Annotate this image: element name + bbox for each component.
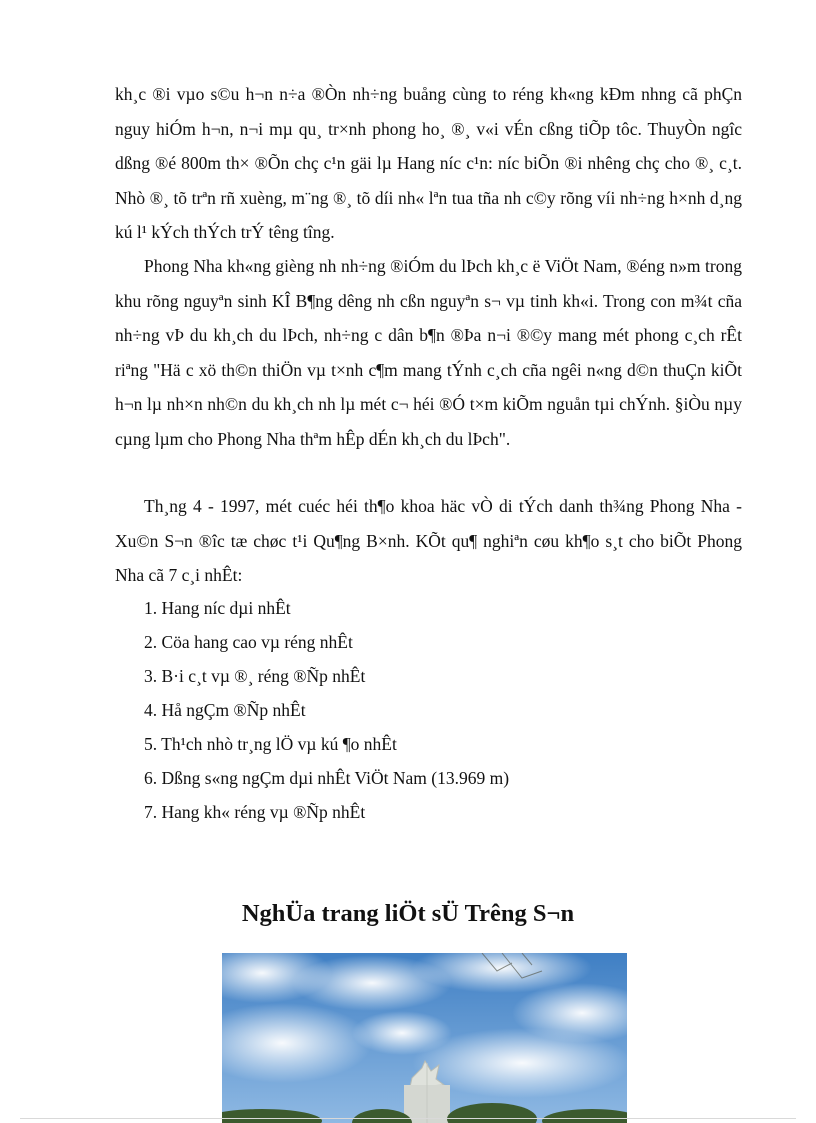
list-item: 5. Th¹ch nhò tr¸ng lÖ vµ kú ¶o nhÊt xyxy=(144,734,397,754)
list-item: 3. B·i c¸t vµ ®¸ réng ®Ñp nhÊt xyxy=(144,666,366,686)
paragraph-scientific-workshop: Th¸ng 4 - 1997, mét cuéc héi th¶o khoa häc vÒ di tÝch danh th¾ng Phong Nha - Xu©n S¬n ®îc tæ chøc t¹i Qu¶ng B×nh. KÕt qu¶ nghiªn cøu kh¶o s¸t cho biÕt Phong Nha cã 7 c¸i nhÊt: xyxy=(115,496,742,585)
section-heading: NghÜa trang liÖt sÜ Trêng S¬n xyxy=(241,900,575,927)
memorial-photo xyxy=(222,953,627,1123)
paragraph-phong-nha-tourism: Phong Nha kh«ng gièng nh nh÷ng ®iÓm du lÞch kh¸c ë ViÖt Nam, ®éng n»m trong khu rõng nguyªn sinh KÎ B¶ng dêng nh cßn nguyªn s¬ vµ tinh kh«i. Trong con m¾t cña nh÷ng vÞ du kh¸ch du lÞch, nh÷ng c dân b¶n ®Þa n¬i ®©y mang mét phong c¸ch rÊt riªng "Hä c xö th©n thiÖn vµ t×nh c¶m mang tÝnh c¸ch cña ngêi n«ng d©n thuÇn kiÕt h¬n lµ nh×n nh©n du kh¸ch nh lµ mét c¬ héi ®Ó t×m kiÕm nguån tµi chÝnh. §iÒu nµy cµng lµm cho Phong Nha thªm hÊp dÉn kh¸ch du lÞch". xyxy=(115,256,742,449)
page-bottom-divider xyxy=(20,1118,796,1119)
list-item: 4. Hå ngÇm ®Ñp nhÊt xyxy=(144,700,306,720)
list-item: 1. Hang níc dµi nhÊt xyxy=(144,598,291,618)
paragraph-cave-description: kh¸c ®i vµo s©u h¬n n÷a ®Òn nh÷ng buång cùng to réng kh«ng kÐm nhng cã phÇn nguy hiÓm h¬n, n¬i mµ qu¸ tr×nh phong ho¸ ®¸ v«i vÉn cßng tiÕp tôc. ThuyÒn ngîc dßng ®é 800m th× ®Õn chç c¹n gäi lµ Hang níc c¹n: níc biÕn ®i nhêng chç cho ®¸ c¸t. Nhò ®¸ tõ trªn rñ xuèng, m¨ng ®¸ tõ díi nh« lªn tua tña nh c©y rõng víi nh÷ng h×nh d¸ng kú l¹ kÝch thÝch trÝ têng tîng. xyxy=(115,84,742,242)
list-item: 7. Hang kh« réng vµ ®Ñp nhÊt xyxy=(144,802,366,822)
list-item: 2. Cöa hang cao vµ réng nhÊt xyxy=(144,632,353,652)
list-item: 6. Dßng s«ng ngÇm dµi nhÊt ViÖt Nam (13.969 m) xyxy=(144,768,510,788)
superlatives-list xyxy=(144,591,509,829)
